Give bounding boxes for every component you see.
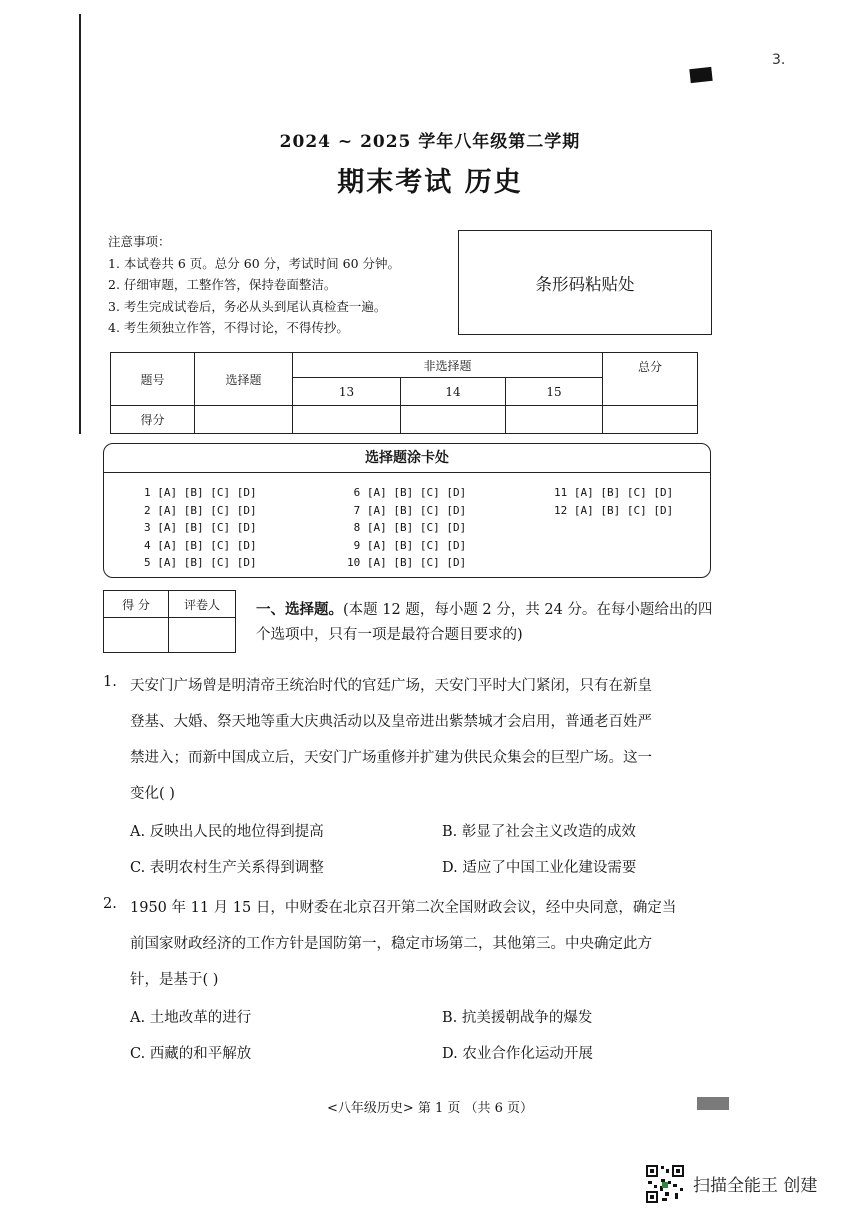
section-one-title: 一、选择题。 (256, 601, 343, 618)
score-table-nonchoice-header: 非选择题 (293, 353, 603, 378)
score-table-total-header: 总分 (603, 353, 698, 406)
score-cell-14[interactable] (401, 406, 506, 434)
registration-mark (689, 67, 712, 83)
question-1-number: 1. (103, 674, 117, 690)
qr-code-icon (645, 1164, 685, 1204)
question-1-option-a[interactable]: A. 反映出人民的地位得到提高 (130, 824, 324, 840)
exam-term-title: 2024 ~ 2025 学年八年级第二学期 (279, 132, 581, 152)
question-1-option-d[interactable]: D. 适应了中国工业化建设需要 (442, 860, 637, 876)
barcode-area (458, 230, 712, 335)
page-footer: <八年级历史> 第 1 页 （共 6 页） (326, 1101, 534, 1116)
answer-column-2[interactable]: 6 [A] [B] [C] [D] 7 [A] [B] [C] [D] 8 [A] [B] [C] [D] 9 [A] [B] [C] [D] 10 [A] [B] [C] [D] (347, 486, 467, 569)
question-1-line: 登基、大婚、祭天地等重大庆典活动以及皇帝进出紫禁城才会启用，普通老百姓严 (130, 714, 652, 730)
scanner-watermark: 扫描全能王 创建 (693, 1176, 818, 1196)
score-table-q14: 14 (401, 378, 506, 406)
notes-item: 4. 考生须独立作答，不得讨论，不得传抄。 (108, 320, 349, 335)
score-cell-total[interactable] (603, 406, 698, 434)
notes-block (108, 231, 400, 339)
score-table-q13: 13 (293, 378, 401, 406)
answer-column-3[interactable]: 11 [A] [B] [C] [D] 12 [A] [B] [C] [D] (554, 486, 674, 517)
question-2-option-b[interactable]: B. 抗美援朝战争的爆发 (442, 1010, 593, 1026)
score-table (110, 352, 698, 434)
question-2-number: 2. (103, 896, 117, 912)
answer-column-1[interactable]: 1 [A] [B] [C] [D] 2 [A] [B] [C] [D] 3 [A] [B] [C] [D] 4 [A] [B] [C] [D] 5 [A] [B] [C] [D] (144, 486, 257, 569)
question-2-option-a[interactable]: A. 土地改革的进行 (130, 1010, 252, 1026)
grader-score-cell[interactable] (104, 618, 169, 653)
score-table-score-label: 得分 (111, 406, 195, 434)
grader-score-label: 得 分 (104, 591, 169, 618)
notes-item: 2. 仔细审题，工整作答，保持卷面整洁。 (108, 277, 337, 292)
score-table-q15: 15 (506, 378, 603, 406)
barcode-label: 条形码粘贴处 (535, 274, 635, 294)
grader-name-cell[interactable] (169, 618, 236, 653)
notes-heading: 注意事项： (108, 234, 171, 249)
question-2-option-d[interactable]: D. 农业合作化运动开展 (442, 1046, 593, 1062)
answer-sheet (103, 443, 711, 578)
question-1-line: 变化( ) (130, 786, 175, 802)
question-2-option-c[interactable]: C. 西藏的和平解放 (130, 1046, 252, 1062)
question-2-line: 针，是基于( ) (130, 972, 219, 988)
score-cell-13[interactable] (293, 406, 401, 434)
redacted-mark (697, 1097, 729, 1110)
score-cell-15[interactable] (506, 406, 603, 434)
answer-sheet-title: 选择题涂卡处 (104, 444, 710, 473)
grader-table (103, 590, 236, 653)
question-1-line: 禁进入；而新中国成立后，天安门广场重修并扩建为供民众集会的巨型广场。这一 (130, 750, 652, 766)
score-cell-choice[interactable] (195, 406, 293, 434)
question-1-option-c[interactable]: C. 表明农村生产关系得到调整 (130, 860, 324, 876)
score-table-num-header: 题号 (111, 353, 195, 406)
section-one-heading (256, 597, 716, 648)
question-2-line: 前国家财政经济的工作方针是国防第一，稳定市场第二，其他第三。中央确定此方 (130, 936, 652, 952)
question-2-line: 1950 年 11 月 15 日，中财委在北京召开第二次全国财政会议，经中央同意，确定当 (130, 900, 677, 916)
question-1-line: 天安门广场曾是明清帝王统治时代的官廷广场，天安门平时大门紧闭，只有在新皇 (130, 678, 652, 694)
notes-item: 3. 考生完成试卷后，务必从头到尾认真检查一遍。 (108, 298, 387, 314)
section-one-desc: (本题 12 题，每小题 2 分，共 24 分。在每小题给出的四个选项中，只有一项是最符合题目要求的) (256, 602, 713, 643)
binding-line (79, 14, 81, 434)
corner-mark: 3. (772, 52, 786, 68)
question-1-option-b[interactable]: B. 彰显了社会主义改造的成效 (442, 824, 636, 840)
grader-name-label: 评卷人 (169, 591, 236, 618)
notes-item: 1. 本试卷共 6 页。总分 60 分，考试时间 60 分钟。 (108, 255, 401, 271)
score-table-choice-header: 选择题 (195, 353, 293, 406)
exam-subject-title: 期末考试 历史 (337, 167, 523, 198)
